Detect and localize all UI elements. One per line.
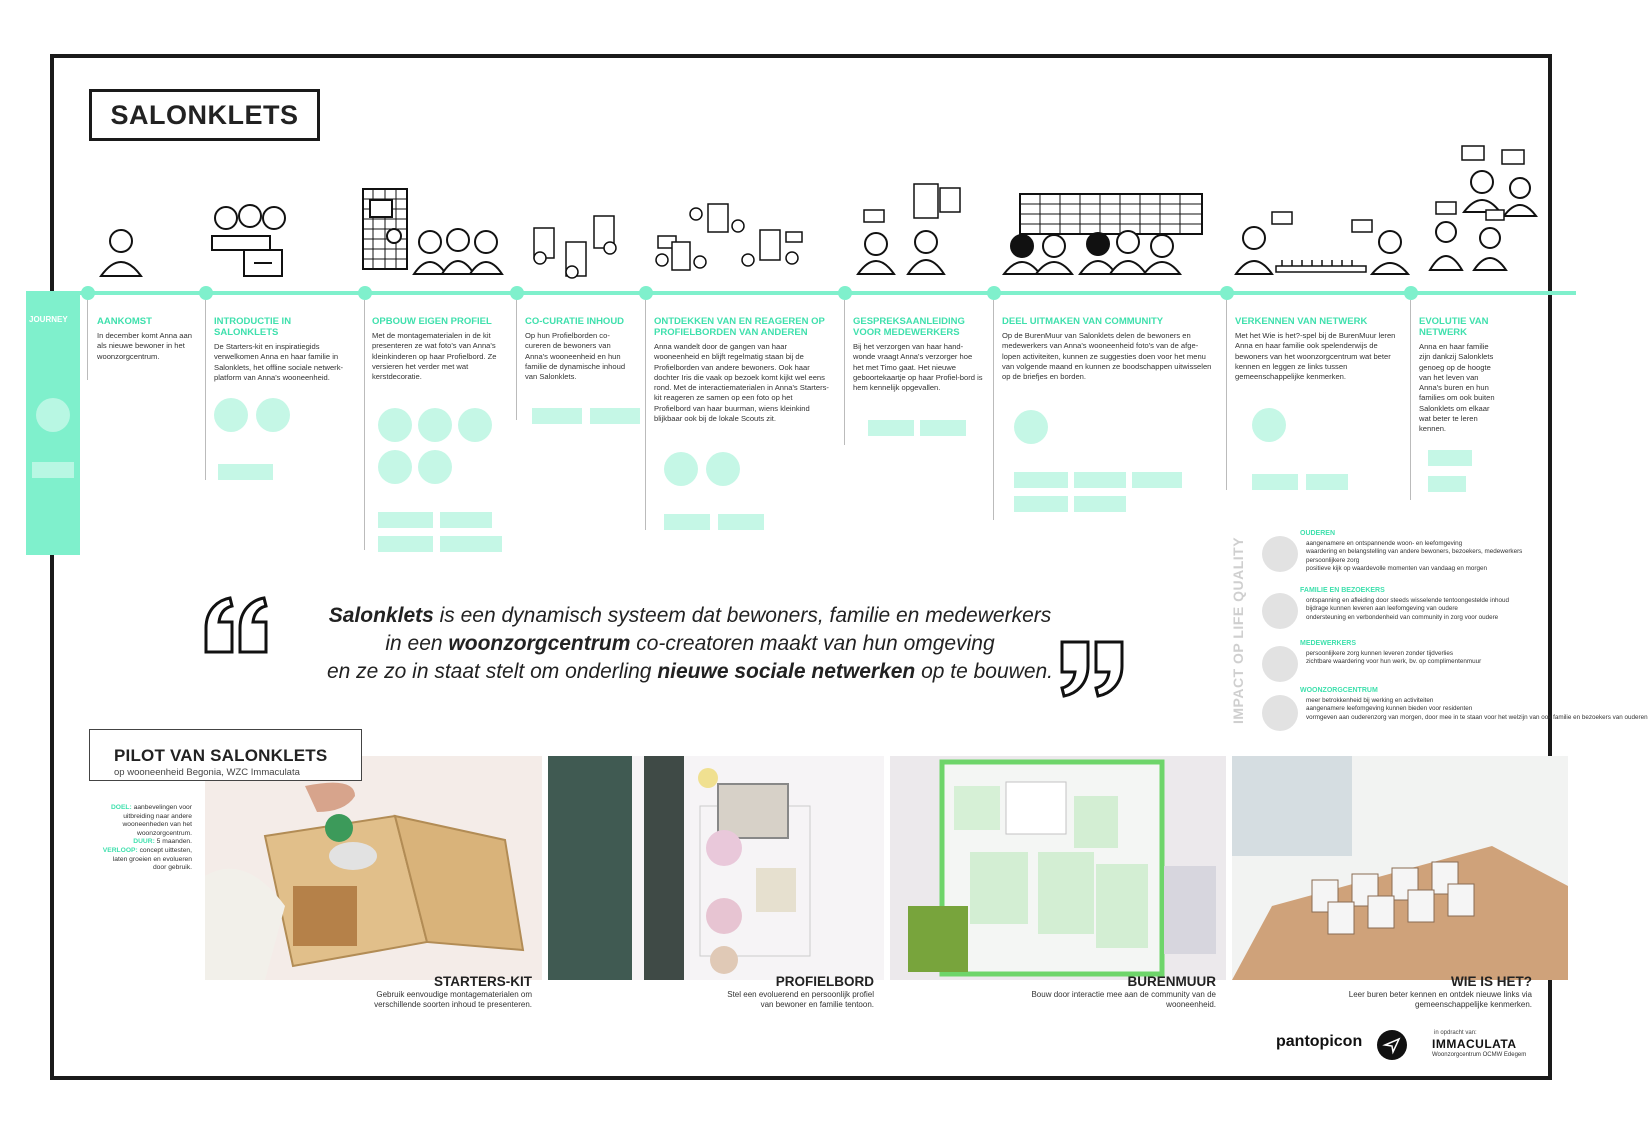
- material-tag: [718, 514, 764, 530]
- material-tag: [664, 514, 710, 530]
- product-title: STARTERS-KIT: [434, 974, 532, 989]
- immaculata-subtitle: Woonzorgcentrum OCMW Edegem: [1432, 1052, 1527, 1058]
- material-tag: [1428, 450, 1472, 466]
- photo-burenmuur: [890, 756, 1226, 980]
- material-icon: [378, 450, 412, 484]
- material-tag: [920, 420, 966, 436]
- stage-text: Op hun Profielborden co-cureren de bewoners van Anna's wooneenheid en hun familie de dynamische inhoud van Salonklets.: [525, 331, 626, 382]
- care-hands-icon: [1262, 695, 1298, 731]
- product-title: BURENMUUR: [1127, 974, 1216, 989]
- material-tag: [532, 408, 582, 424]
- quote-line-1: Salonklets is een dynamisch systeem dat bewoners, familie en medewerkers: [328, 604, 1052, 627]
- journey-side-bar: [26, 295, 80, 555]
- stage-title: EVOLUTIE VAN NETWERK: [1419, 316, 1489, 338]
- material-tag: [378, 512, 433, 528]
- pantopicon-mark-icon: [1377, 1030, 1407, 1060]
- product-text: Stel een evoluerend en persoonlijk profiel van bewoner en familie tentoon.: [727, 990, 874, 1010]
- material-tag: [1074, 472, 1126, 488]
- journey-dot: [639, 286, 653, 300]
- stage-text: Bij het verzorgen van haar hand-wonde vraagt Anna's verzorger hoe het met Timo gaat. Het nieuwe geboortekaartje op haar Profiel-bord is hem kennelijk opgevallen.: [853, 342, 983, 393]
- journey-dot: [199, 286, 213, 300]
- stage-divider: [516, 300, 517, 420]
- poster-title: SALONKLETS: [89, 89, 320, 141]
- stage-divider: [364, 300, 365, 550]
- stage-netwerk: [1235, 316, 1399, 382]
- inspiration-guide-icon: [256, 398, 290, 432]
- journey-dot: [838, 286, 852, 300]
- quote-line-2: in een woonzorgcentrum co-creatoren maakt van hun omgeving: [385, 632, 995, 655]
- material-tag: [378, 536, 433, 552]
- material-icon: [378, 408, 412, 442]
- pantopicon-logo: pantopicon: [1276, 1033, 1363, 1050]
- stage-divider: [645, 300, 646, 530]
- stage-divider: [1410, 300, 1411, 500]
- material-tag: [1252, 474, 1298, 490]
- product-title: PROFIELBORD: [775, 974, 874, 989]
- product-text: Gebruik eenvoudige montagematerialen om verschillende soorten inhoud te presenteren.: [374, 990, 532, 1010]
- community-building-tag: [32, 462, 74, 478]
- commission-label: in opdracht van:: [1434, 1030, 1477, 1036]
- stage-divider: [844, 300, 845, 445]
- impact-lines: ontspanning en afleiding door steeds wisselende tentoongestelde inhoud bijdrage kunnen leveren aan leefomgeving van oudere ondersteuning en verbondenheid van community in zorg voor oudere: [1306, 597, 1510, 621]
- network-evolution-icon: [1436, 146, 1532, 276]
- stage-evolutie: [1419, 316, 1501, 435]
- journey-dot: [81, 286, 95, 300]
- stage-co-curatie: [525, 316, 633, 382]
- journey-dot: [987, 286, 1001, 300]
- stage-title: GESPREKSAANLEIDING VOOR MEDEWERKERS: [853, 316, 965, 338]
- impact-lines: meer betrokkenheid bij werking en activiteiten aangenamere leefomgeving kunnen bieden voor residenten vormgeven aan ouderenzorg van morgen, door mee in te staan voor het welzijn van ook familie en bezoekers van ouderen: [1306, 697, 1648, 721]
- stage-text: Anna en haar familie zijn dankzij Salonklets genoeg op de hoogte van het leven van Anna's buren en hun families om ook buiten Salonklets om elkaar wat beter te leren kennen.: [1419, 342, 1495, 434]
- material-tag: [218, 464, 273, 480]
- product-text: Leer buren beter kennen en ontdek nieuwe links via gemeenschappelijke kenmerken.: [1348, 990, 1532, 1010]
- conversation-people-icon: [856, 182, 968, 278]
- stage-divider: [205, 300, 206, 480]
- stage-divider: [87, 300, 88, 380]
- photo-profielbord: [548, 756, 884, 980]
- stage-text: Op de BurenMuur van Salonklets delen de bewoners en medewerkers van Anna's wooneenheid foto's van de afge-lopen activiteiten, kunnen ze suggesties doen voor het menu van volgende maand en kunnen ze boodschappen uitwisselen op de briefjes en borden.: [1002, 331, 1212, 382]
- speech-bubble-icon: [664, 452, 698, 486]
- impact-lines: aangenamere en ontspannende woon- en leefomgeving waardering en belangstelling van andere bewoners, bezoekers, medewerkers persoonlijkere zorg positieve kijk op waardevolle momenten van vandaag en morgen: [1306, 540, 1523, 573]
- stage-text: Met de montagematerialen in de kit presenteren ze wat foto's van Anna's kleinkinderen op haar Profielbord. Ze versieren het verder met wat kerstdecoratie.: [372, 331, 497, 382]
- who-is-it-icon: [1252, 408, 1286, 442]
- stage-title: AANKOMST: [97, 316, 152, 327]
- material-tag: [590, 408, 640, 424]
- pen-icon: [706, 452, 740, 486]
- neighbour-wall-crowd-icon: [1004, 190, 1210, 276]
- stage-divider: [993, 300, 994, 520]
- pilot-title: PILOT VAN SALONKLETS: [114, 746, 328, 765]
- caregiver-icon: [1262, 646, 1298, 682]
- journey-dot: [1220, 286, 1234, 300]
- family-icon: [1262, 593, 1298, 629]
- journey-dot: [510, 286, 524, 300]
- clothes-peg-icon: [458, 408, 492, 442]
- product-text: Bouw door interactie mee aan de community van de wooneenheid.: [1031, 990, 1216, 1010]
- journey-line: [26, 291, 1576, 295]
- starters-kit-icon: [214, 398, 248, 432]
- person-icon: [100, 226, 142, 278]
- stage-title: ONTDEKKEN VAN EN REAGEREN OP PROFIELBORDEN VAN ANDEREN: [654, 316, 825, 338]
- stage-divider: [1226, 300, 1227, 490]
- discover-boards-icon: [654, 200, 810, 280]
- elderly-icon: [1262, 536, 1298, 572]
- stage-gespreksaanleiding: [853, 316, 983, 393]
- neighbour-wall-icon: [1014, 410, 1048, 444]
- stage-text: De Starters-kit en inspiratiegids verwelkomen Anna en haar familie in Salonklets, het offline sociale netwerk-platform van Anna's wooneenheid.: [214, 342, 344, 382]
- material-tag: [1014, 496, 1068, 512]
- material-tag: [440, 512, 492, 528]
- material-tag: [1306, 474, 1348, 490]
- quote-line-3: en ze zo in staat stelt om onderling nieuwe sociale netwerken op te bouwen.: [326, 660, 1054, 683]
- photo-wie-is-het: [1232, 756, 1568, 980]
- profile-board-icon: [362, 188, 408, 270]
- journey-label: JOURNEY: [29, 315, 68, 324]
- pilot-title-box: [89, 729, 362, 781]
- stage-title: INTRODUCTIE IN SALONKLETS: [214, 316, 292, 338]
- stage-community: [1002, 316, 1214, 382]
- pilot-subtitle: op wooneenheid Begonia, WZC Immaculata: [114, 767, 300, 778]
- stage-title: CO-CURATIE INHOUD: [525, 316, 625, 327]
- pilot-info: DOEL: aanbevelingen voor uitbreiding naar andere wooneenheden van het woonzorgcentrum. DUUR: 5 maanden. VERLOOP: concept uittesten, laten groeien en evolueren door gebruik.: [102, 804, 192, 872]
- journey-dot: [1404, 286, 1418, 300]
- photo-starters-kit: [205, 756, 542, 980]
- product-title: WIE IS HET?: [1451, 974, 1532, 989]
- impact-title: OUDEREN: [1300, 530, 1336, 537]
- material-tag: [868, 420, 914, 436]
- stage-opbouw-profiel: [372, 316, 498, 382]
- impact-lines: persoonlijkere zorg kunnen leveren zonder tijdverlies zichtbare waardering voor hun werk, bv. op complimentenmuur: [1306, 650, 1482, 666]
- stage-ontdekken: [654, 316, 830, 424]
- material-icon: [418, 450, 452, 484]
- co-curation-boards-icon: [530, 214, 626, 280]
- impact-label: IMPACT OP LIFE QUALITY: [1230, 536, 1246, 724]
- journey-dot: [358, 286, 372, 300]
- material-tag: [1132, 472, 1182, 488]
- family-with-kit-icon: [210, 204, 294, 278]
- stage-text: Anna wandelt door de gangen van haar wooneenheid en blijft regelmatig staan bij de Profielborden van andere bewoners. Ook haar dochter Iris die vaak op bezoek komt kijkt wel eens rond. Met de interactiematerialen in Anna's Starters-kit reageren ze samen op een foto op het Profielbord van haar buurman, wiens kleinkind blijkbaar ook bij de lokale Scouts zit.: [654, 342, 829, 424]
- material-icon: [418, 408, 452, 442]
- material-tag: [1014, 472, 1068, 488]
- material-tag: [1074, 496, 1126, 512]
- stage-title: OPBOUW EIGEN PROFIEL: [372, 316, 492, 327]
- impact-title: MEDEWERKERS: [1300, 640, 1357, 647]
- stage-title: VERKENNEN VAN NETWERK: [1235, 316, 1368, 327]
- stage-text: In december komt Anna aan als nieuwe bewoner in het woonzorgcentrum.: [97, 331, 192, 361]
- impact-title: WOONZORGCENTRUM: [1300, 687, 1378, 694]
- three-people-icon: [414, 226, 502, 276]
- immaculata-logo: IMMACULATA: [1432, 1037, 1517, 1051]
- stage-aankomst: [97, 316, 193, 362]
- stage-text: Met het Wie is het?-spel bij de BurenMuur leren Anna en haar familie ook spelenderwijs de bewoners van het woonzorgcentrum wat beter kennen en leggen ze links tussen gemeenschappelijke kenmerken.: [1235, 331, 1396, 382]
- who-is-it-game-icon: [1236, 208, 1408, 280]
- material-tag: [1428, 476, 1466, 492]
- material-tag: [440, 536, 502, 552]
- system-icon: [36, 398, 70, 432]
- stage-title: DEEL UITMAKEN VAN COMMUNITY: [1002, 316, 1164, 327]
- impact-title: FAMILIE EN BEZOEKERS: [1300, 587, 1385, 594]
- stage-introductie: [214, 316, 354, 383]
